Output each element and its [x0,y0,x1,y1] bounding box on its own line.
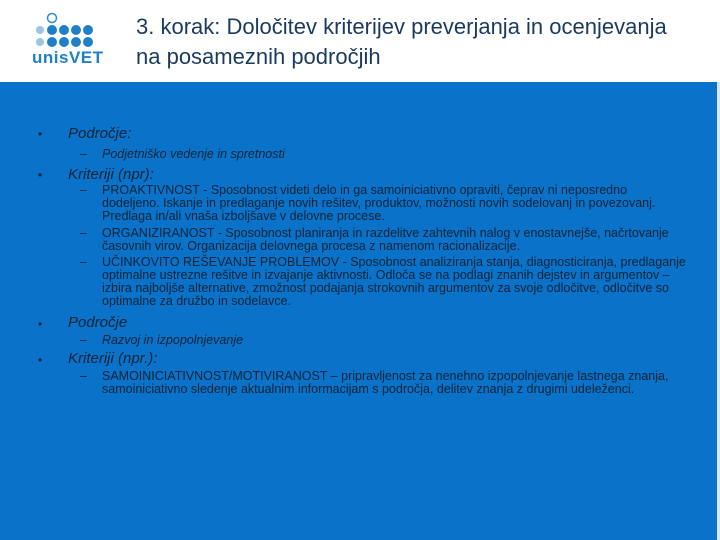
outline-heading: Kriteriji (npr.): [68,350,158,367]
outline-subitem: UČINKOVITO REŠEVANJE PROBLEMOV - Sposobnost analiziranja stanja, diagnosticiranja, predlaganje optimalne ustrezne rešitve in izvajanje aktivnosti. Odloča se na podlagi znanih dejstev in argumentov –izbira najboljše alternative, zmožnost podajanja strokovnih argumentov za svoje odločitve, odločitve so optimalne za družbo in sodelavce. [102,255,686,308]
outline-subitem: PROAKTIVNOST - Sposobnost videti delo in ga samoiniciativno opraviti, čeprav ni neposredno dodeljeno. Iskanje in predlaganje novih rešitev, produktov, možnosti novih sodelovanj in povezovanj. Predlaga in/ali vnaša izboljšave v delovne procese. [102,183,656,223]
outline-heading: Področje [68,314,128,331]
logo-wordmark: unisVET [32,48,104,67]
dash-marker: – [80,255,87,269]
outline-subitem: ORGANIZIRANOST - Sposobnost planiranja in razdelitve zahtevnih nalog v enostavnejše, načrtovanje časovnih virov. Organizacija delovnega procesa z namenom racionalizacije. [102,226,669,253]
outline-subitem: Podjetniško vedenje in spretnosti [102,147,285,161]
outline-heading: Področje: [68,125,132,142]
outline-subitem: Razvoj in izpopolnjevanje [102,333,244,347]
outline-heading: Kriteriji (npr): [68,166,154,183]
slide-title: 3. korak: Določitev kriterijev preverjanja in ocenjevanja na posameznih področjih [136,14,667,69]
dash-marker: – [80,333,87,347]
dash-marker: – [80,226,87,240]
outline-subitem: SAMOINICIATIVNOST/MOTIVIRANOST – pripravljenost za nenehno izpopolnjevanje lastnega znanja, samoiniciativno sledenje aktualnim informacijam s področja, delitev znanja z drugimi udeleženci. [102,369,669,396]
dash-marker: – [80,183,87,197]
bullet-marker: • [38,168,43,182]
bullet-marker: • [38,353,43,367]
dash-marker: – [80,369,87,383]
bullet-marker: • [38,127,43,141]
dash-marker: – [80,147,87,161]
bullet-marker: • [38,317,43,331]
